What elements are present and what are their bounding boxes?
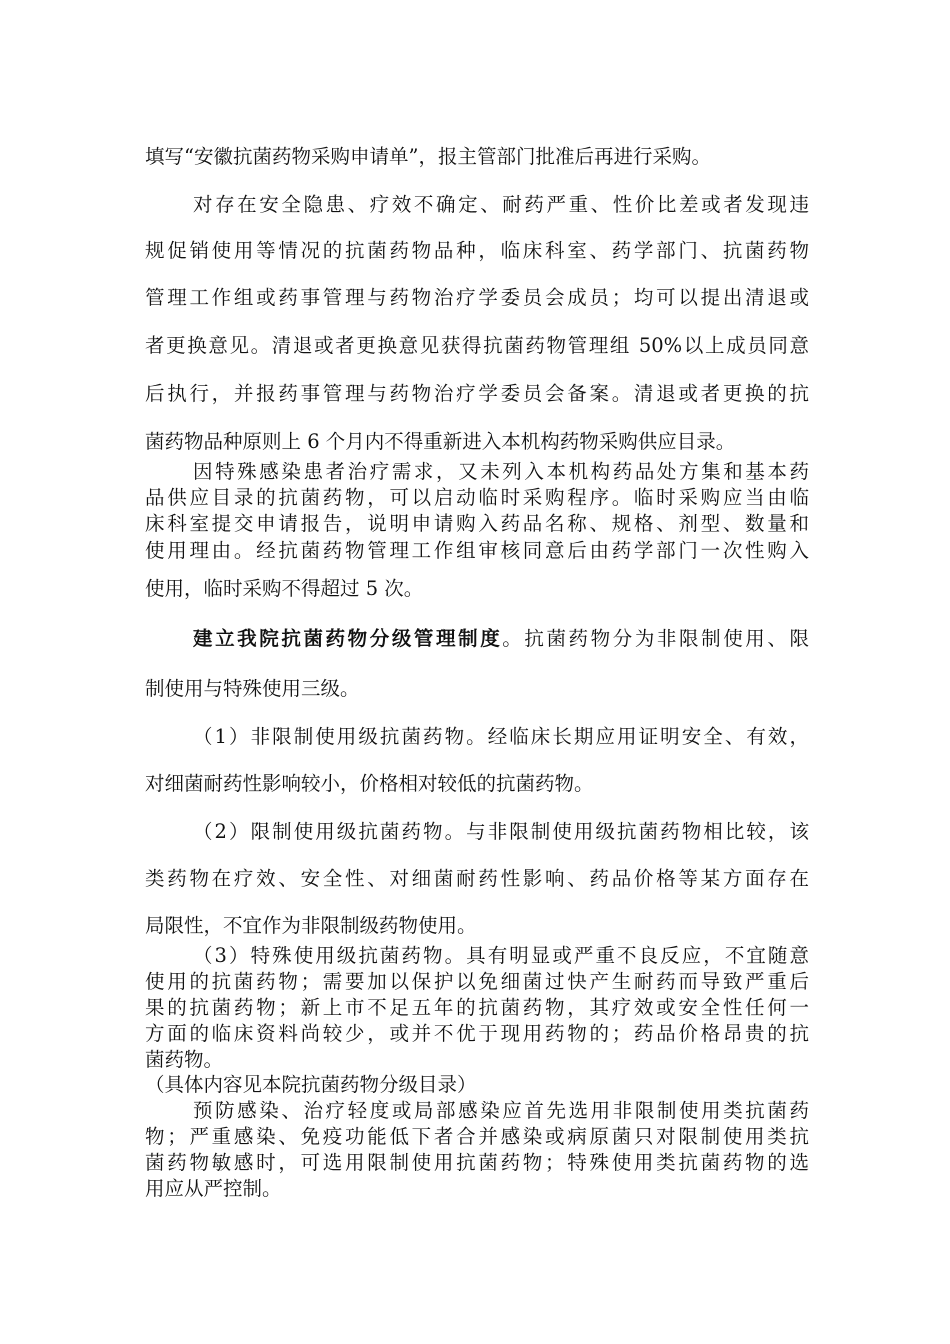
paragraph-4-line-1-rest: 。抗菌药物分为非限制使用、限 <box>502 627 809 650</box>
paragraph-3-line-1: 因特殊感染患者治疗需求，又未列入本机构药品处方集和基本药 <box>193 460 809 483</box>
paragraph-2-line-4: 者更换意见。清退或者更换意见获得抗菌药物管理组 50%以上成员同意 <box>145 334 809 357</box>
paragraph-4-line-1 <box>193 627 809 651</box>
paragraph-3-line-3: 床科室提交申请报告，说明申请购入药品名称、规格、剂型、数量和 <box>145 512 809 535</box>
paragraph-2-line-3: 管理工作组或药事管理与药物治疗学委员会成员；均可以提出清退或 <box>145 286 809 309</box>
paragraph-7-line-2: 使用的抗菌药物；需要加以保护以免细菌过快产生耐药而导致严重后 <box>145 970 809 993</box>
paragraph-7-line-5: 菌药物。 <box>145 1048 224 1071</box>
paragraph-9-line-4: 用应从严控制。 <box>145 1177 282 1200</box>
paragraph-2-line-6: 菌药物品种原则上 6 个月内不得重新进入本机构药物采购供应目录。 <box>145 430 736 453</box>
paragraph-3-line-2: 品供应目录的抗菌药物，可以启动临时采购程序。临时采购应当由临 <box>145 486 809 509</box>
paragraph-5-line-2: 对细菌耐药性影响较小，价格相对较低的抗菌药物。 <box>145 772 594 795</box>
paragraph-6-line-2: 类药物在疗效、安全性、对细菌耐药性影响、药品价格等某方面存在 <box>145 867 809 890</box>
paragraph-7-line-3: 果的抗菌药物；新上市不足五年的抗菌药物，其疗效或安全性任何一 <box>145 996 809 1019</box>
paragraph-2-line-2: 规促销使用等情况的抗菌药物品种，临床科室、药学部门、抗菌药物 <box>145 239 809 262</box>
paragraph-7-line-1: （3）特殊使用级抗菌药物。具有明显或严重不良反应，不宜随意 <box>193 944 809 967</box>
paragraph-3-line-4: 使用理由。经抗菌药物管理工作组审核同意后由药学部门一次性购入 <box>145 539 809 562</box>
paragraph-7-line-4: 方面的临床资料尚较少，或并不优于现用药物的；药品价格昂贵的抗 <box>145 1022 809 1045</box>
paragraph-6-line-3: 局限性，不宜作为非限制级药物使用。 <box>145 914 477 937</box>
section-heading: 建立我院抗菌药物分级管理制度 <box>193 627 503 650</box>
paragraph-3-line-5: 使用，临时采购不得超过 5 次。 <box>145 577 424 600</box>
paragraph-5-line-1: （1）非限制使用级抗菌药物。经临床长期应用证明安全、有效， <box>193 725 809 748</box>
paragraph-4-line-2: 制使用与特殊使用三级。 <box>145 677 360 700</box>
paragraph-2-line-5: 后执行，并报药事管理与药物治疗学委员会备案。清退或者更换的抗 <box>145 382 809 405</box>
paragraph-9-line-3: 菌药物敏感时，可选用限制使用抗菌药物；特殊使用类抗菌药物的选 <box>145 1151 809 1174</box>
paragraph-6-line-1: （2）限制使用级抗菌药物。与非限制使用级抗菌药物相比较，该 <box>193 820 809 843</box>
paragraph-2-line-1: 对存在安全隐患、疗效不确定、耐药严重、性价比差或者发现违 <box>193 193 809 216</box>
paragraph-1-line-1: 填写“安徽抗菌药物采购申请单”，报主管部门批准后再进行采购。 <box>145 145 711 168</box>
paragraph-9-line-2: 物；严重感染、免疫功能低下者合并感染或病原菌只对限制使用类抗 <box>145 1125 809 1148</box>
paragraph-9-line-1: 预防感染、治疗轻度或局部感染应首先选用非限制使用类抗菌药 <box>193 1099 809 1122</box>
paragraph-8-line-1: （具体内容见本院抗菌药物分级目录） <box>145 1073 477 1096</box>
